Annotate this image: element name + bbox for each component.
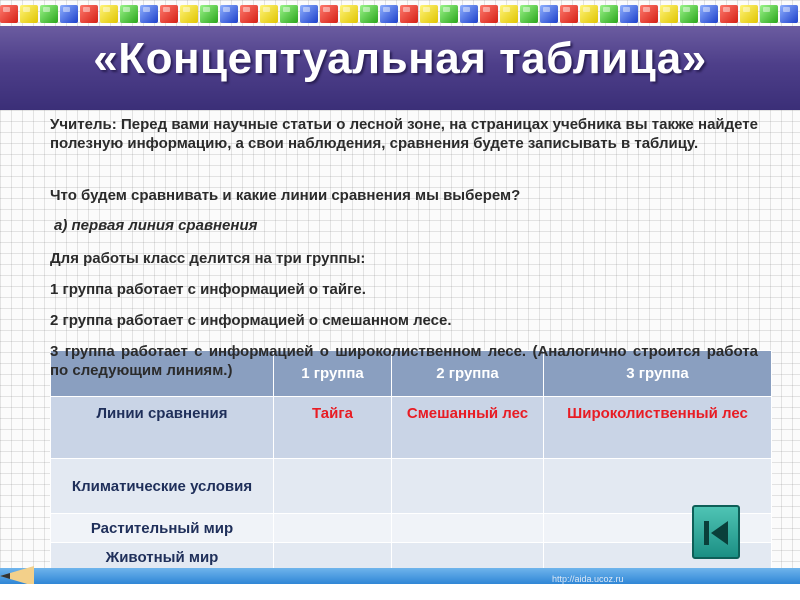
- first-comparison-line: а) первая линия сравнения: [54, 217, 258, 234]
- bottom-margin: [0, 584, 800, 600]
- table-header-cell: Смешанный лес: [392, 397, 544, 459]
- cube-decoration: [300, 5, 318, 23]
- table-row-label: Животный мир: [51, 543, 274, 572]
- cube-decoration: [620, 5, 638, 23]
- group-2-text: 2 группа работает с информацией о смешанном лесе.: [50, 312, 452, 329]
- cube-decoration: [20, 5, 38, 23]
- cube-decoration: [600, 5, 618, 23]
- table-cell: [392, 459, 544, 514]
- table-header-cell: Линии сравнения: [51, 397, 274, 459]
- table-header-cell: 1 группа: [274, 351, 392, 397]
- cube-decoration: [520, 5, 538, 23]
- cube-decoration: [380, 5, 398, 23]
- cube-decoration: [340, 5, 358, 23]
- skip-to-start-icon: [703, 520, 729, 546]
- table-cell: [392, 514, 544, 543]
- cube-decoration: [120, 5, 138, 23]
- cube-decoration: [500, 5, 518, 23]
- slide-title: «Концептуальная таблица»: [93, 34, 707, 83]
- cube-decoration: [360, 5, 378, 23]
- cube-decoration: [200, 5, 218, 23]
- cube-decoration: [180, 5, 198, 23]
- cube-decoration: [560, 5, 578, 23]
- cube-decoration: [260, 5, 278, 23]
- cube-decoration: [540, 5, 558, 23]
- cube-decoration: [420, 5, 438, 23]
- teacher-instruction: Учитель: Перед вами научные статьи о лесной зоне, на страницах учебника вы также найдете полезную информацию, а свои наблюдения, сравнения будете записывать в таблицу.: [50, 116, 758, 152]
- cube-decoration: [60, 5, 78, 23]
- cube-decoration: [640, 5, 658, 23]
- table-cell: [274, 459, 392, 514]
- cube-decoration: [780, 5, 798, 23]
- cube-decoration: [720, 5, 738, 23]
- table-row: [51, 459, 772, 514]
- table-row: [51, 514, 772, 543]
- cube-decoration: [400, 5, 418, 23]
- cube-decoration: [0, 5, 18, 23]
- cube-decoration: [440, 5, 458, 23]
- cube-decoration: [140, 5, 158, 23]
- cube-decoration: [160, 5, 178, 23]
- cube-decoration: [660, 5, 678, 23]
- cube-decoration: [480, 5, 498, 23]
- table-header-cell: Широколиственный лес: [544, 397, 772, 459]
- table-cell: [274, 514, 392, 543]
- cube-decoration: [760, 5, 778, 23]
- cube-decoration: [700, 5, 718, 23]
- cube-decoration: [460, 5, 478, 23]
- table-header-row: [51, 397, 772, 459]
- group-3-text: 3 группа работает с информацией о широколиственном лесе. (Аналогично строится работа по следующим линиям.): [50, 343, 758, 379]
- cube-decoration: [280, 5, 298, 23]
- cube-decoration: [580, 5, 598, 23]
- question-text: Что будем сравнивать и какие линии сравнения мы выберем?: [50, 187, 521, 204]
- concept-table: [50, 350, 771, 568]
- class-groups-intro: Для работы класс делится на три группы:: [50, 250, 366, 267]
- pencil-lead: [0, 573, 10, 579]
- cube-decoration: [40, 5, 58, 23]
- table-row-label: Растительный мир: [51, 514, 274, 543]
- group-1-text: 1 группа работает с информацией о тайге.: [50, 281, 366, 298]
- cube-decoration: [740, 5, 758, 23]
- cube-decoration: [320, 5, 338, 23]
- table-header-cell: 3 группа: [544, 351, 772, 397]
- cube-decoration: [100, 5, 118, 23]
- pencil-decoration: [0, 568, 800, 584]
- cube-border-decoration: [0, 0, 800, 28]
- table-row-label: Климатические условия: [51, 459, 274, 514]
- table-header-cell: 2 группа: [392, 351, 544, 397]
- table-header-cell: Тайга: [274, 397, 392, 459]
- skip-to-start-button[interactable]: [692, 505, 740, 559]
- footer-url: http://aida.ucoz.ru: [552, 574, 624, 584]
- cube-decoration: [220, 5, 238, 23]
- cube-decoration: [80, 5, 98, 23]
- cube-decoration: [240, 5, 258, 23]
- cube-decoration: [680, 5, 698, 23]
